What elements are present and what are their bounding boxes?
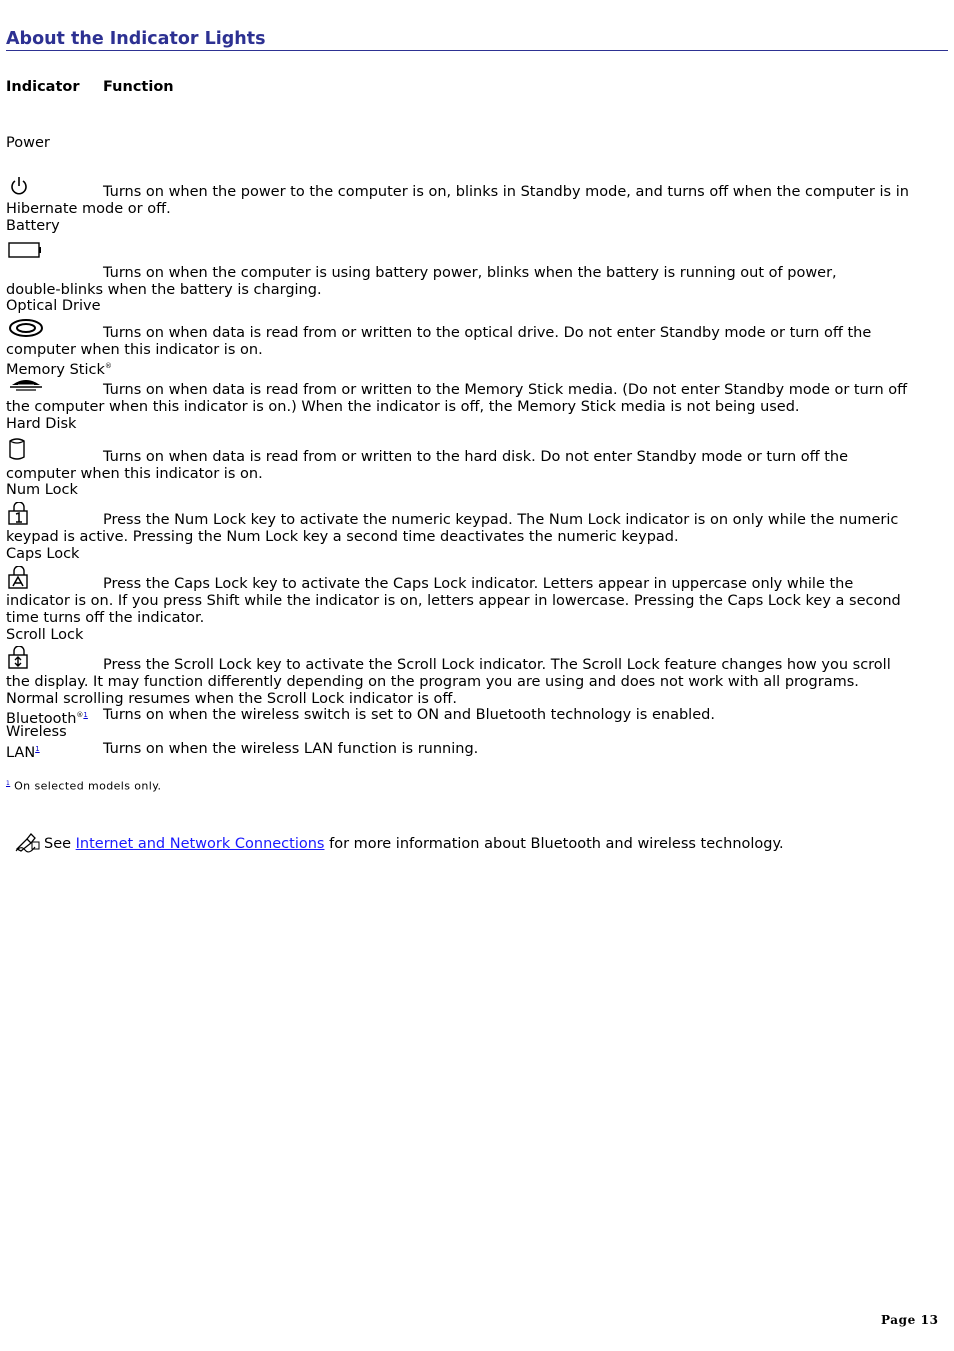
note-pencil-icon [15, 831, 41, 853]
registered-mark: ® [104, 362, 112, 370]
footnote: $^1$ On selected models only. [6, 779, 162, 793]
column-header-function: Function [103, 79, 174, 95]
power-label: Power [6, 135, 50, 151]
battery-icon [8, 241, 42, 259]
hard-disk-description: Turns on when data is read from or written to the hard disk. Do not enter Standby mode or turn off the computer when this indicator is on. [6, 449, 849, 482]
num-lock-label: Num Lock [6, 482, 78, 498]
memory-stick-label: Memory Stick® [6, 361, 112, 378]
optical-drive-description: Turns on when data is read from or written to the optical drive. Do not enter Standby mode or turn off the computer when this indicator is on. [6, 325, 872, 358]
note-text: See Internet and Network Connections for more information about Bluetooth and wireless technology. [44, 836, 784, 852]
footnote-marker[interactable]: 1 [6, 780, 11, 787]
page-number: Page 13 [881, 1313, 939, 1327]
footnote-link[interactable]: 1 [35, 744, 40, 753]
registered-mark: ® [76, 711, 84, 719]
internet-network-connections-link[interactable]: Internet and Network Connections [75, 836, 325, 852]
caps-lock-label: Caps Lock [6, 546, 80, 562]
bluetooth-description: Turns on when the wireless switch is set to ON and Bluetooth technology is enabled. [103, 707, 715, 723]
bluetooth-label: Bluetooth$^{®1}$ [6, 710, 88, 727]
wireless-lan-label: Wireless LAN$^1$ [6, 724, 67, 761]
power-description: Turns on when the power to the computer is on, blinks in Standby mode, and turns off when the computer is in Hibernate mode or off. [6, 184, 909, 217]
footnote-link[interactable]: 1 [83, 711, 88, 719]
column-header-indicator: Indicator [6, 79, 80, 95]
battery-label: Battery [6, 218, 60, 234]
scroll-lock-description: Press the Scroll Lock key to activate the Scroll Lock indicator. The Scroll Lock feature changes how you scroll the display. It may function differently depending on the program you are using and does not work with all programs. Normal scrolling resumes when the Scroll Lock indicator is off. [6, 657, 891, 707]
memory-stick-description: Turns on when data is read from or written to the Memory Stick media. (Do not enter Standby mode or turn off the computer when this indicator is on.) When the indicator is off, the Memory Stick media is not being used. [6, 382, 908, 415]
battery-description: Turns on when the computer is using battery power, blinks when the battery is running out of power, double-blinks when the battery is charging. [6, 265, 837, 298]
optical-drive-label: Optical Drive [6, 298, 101, 314]
hard-disk-label: Hard Disk [6, 416, 77, 432]
page-title: About the Indicator Lights [6, 29, 948, 51]
scroll-lock-label: Scroll Lock [6, 627, 84, 643]
wireless-lan-description: Turns on when the wireless LAN function is running. [103, 741, 479, 757]
caps-lock-description: Press the Caps Lock key to activate the Caps Lock indicator. Letters appear in uppercase only while the indicator is on. If you press Shift while the indicator is on, letters appear in lowercase. Pressing the Caps Lock key a second time turns off the indicator. [6, 576, 901, 626]
num-lock-description: Press the Num Lock key to activate the numeric keypad. The Num Lock indicator is on only while the numeric keypad is active. Pressing the Num Lock key a second time deactivates the numeric keypad. [6, 512, 899, 545]
